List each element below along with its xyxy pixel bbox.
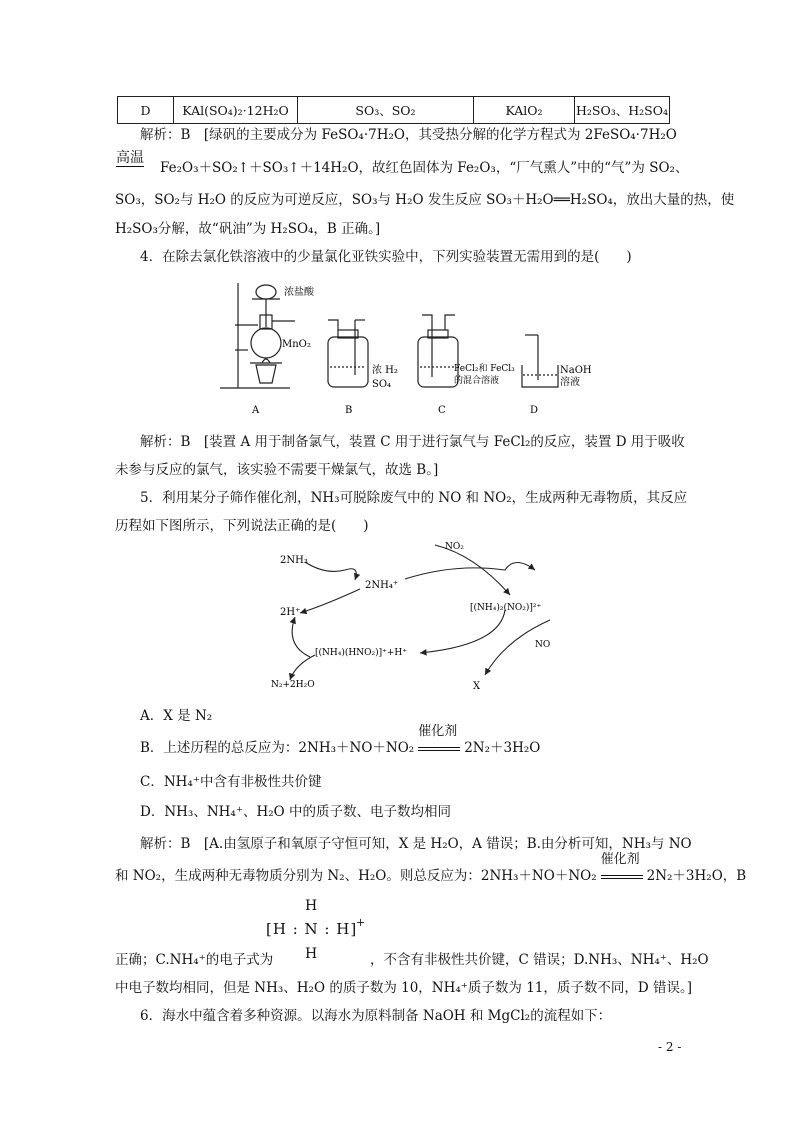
formula-h-bottom: H	[305, 946, 318, 962]
species-label: [(NH₄)(HNO₂)]⁺+H⁺	[315, 648, 407, 658]
apparatus-d-label: NaOH	[560, 365, 592, 376]
q5-answer-line: ，不含有非极性共价键，C 错误；D.NH₃、NH₄⁺、H₂O	[370, 952, 709, 968]
catalyst-label: 催化剂	[600, 852, 640, 867]
option-b-text: B．上述历程的总反应为：2NH₃＋NO＋NO₂	[140, 740, 415, 756]
table-cell: KAl(SO₄)₂·12H₂O	[174, 97, 298, 124]
page-number: - 2 -	[658, 1040, 682, 1054]
apparatus-letter: C	[438, 405, 446, 416]
formula-charge: +	[356, 916, 366, 929]
q5-answer-line: 中电子数均相同，但是 NH₃、H₂O 的质子数为 10，NH₄⁺质子数为 11，质子数不同，D 错误。]	[115, 980, 693, 996]
apparatus-a-label: 浓盐酸	[284, 287, 314, 298]
q5-answer-text: 和 NO₂，生成两种无毒物质分别为 N₂、H₂O。则总反应为：2NH₃＋NO＋NO₂	[115, 868, 597, 884]
option-b-text: 2N₂＋3H₂O	[464, 740, 541, 756]
option-d: D．NH₃、NH₄⁺、H₂O 中的质子数、电子数均相同	[140, 804, 451, 820]
table-cell: H₂SO₃、H₂SO₄	[575, 97, 670, 124]
q5-answer-line	[115, 852, 747, 886]
nh4-electron-formula	[264, 898, 374, 968]
apparatus-letter: A	[252, 405, 260, 416]
question-5-stem: 历程如下图所示，下列说法正确的是( )	[115, 518, 369, 534]
q3-answer-line: Fe₂O₃＋SO₂↑＋SO₃↑＋14H₂O，故红色固体为 Fe₂O₃，“厂气熏人”中的“气”为 SO₂、	[160, 160, 689, 176]
q3-answer-line: SO₃，SO₂与 H₂O 的反应为可逆反应，SO₃与 H₂O 发生反应 SO₃＋H₂O══H₂SO₄，放出大量的热，使	[115, 192, 735, 208]
reaction-condition: 高温	[116, 150, 144, 166]
q5-answer-line: 解析：B [A.由氢原子和氧原子守恒可知，X 是 H₂O，A 错误；B.由分析可知，NH₃与 NO	[140, 836, 692, 852]
q4-answer-line: 解析：B [装置 A 用于制备氯气，装置 C 用于进行氯气与 FeCl₂的反应，装置 D 用于吸收	[140, 434, 685, 450]
table-cell: SO₃、SO₂	[298, 97, 474, 124]
q5-answer-line: 正确；C.NH₄⁺的电子式为	[115, 952, 274, 968]
q5-answer-text: 2N₂＋3H₂O，B	[646, 868, 747, 884]
reaction-mechanism-diagram	[255, 535, 585, 695]
apparatus-letter: D	[530, 405, 539, 416]
lab-apparatus-figure	[200, 275, 600, 425]
species-label: [(NH₄)₂(NO₂)]²⁺	[470, 603, 542, 613]
catalyst-label: 催化剂	[418, 724, 458, 739]
option-a: A．X 是 N₂	[140, 708, 213, 724]
q3-answer-line: 解析：B [绿矾的主要成分为 FeSO₄·7H₂O，其受热分解的化学方程式为 2FeSO₄·7H₂O	[140, 127, 677, 143]
option-c: C．NH₄⁺中含有非极性共价键	[140, 774, 322, 790]
species-label: NO	[535, 640, 551, 650]
q3-answer-line: H₂SO₃分解，故“矾油”为 H₂SO₄，B 正确。]	[115, 221, 381, 237]
apparatus-b-label: 浓 H₂	[372, 365, 398, 376]
apparatus-d-label: 溶液	[560, 377, 580, 388]
option-b	[140, 724, 541, 758]
equals-sign	[418, 747, 460, 751]
formula-h-top: H	[305, 898, 318, 914]
species-label: 2NH₄⁺	[365, 580, 399, 591]
formula-middle: [H : N : H]	[266, 920, 358, 938]
apparatus-b-label: SO₄	[372, 379, 392, 390]
species-label: NO₂	[445, 542, 464, 552]
option-table-row	[117, 96, 670, 124]
species-label: 2NH₃	[280, 555, 308, 566]
table-cell: KAlO₂	[474, 97, 575, 124]
species-label: 2H⁺	[280, 607, 301, 618]
apparatus-letter: B	[345, 405, 353, 416]
species-label: N₂+2H₂O	[271, 680, 315, 690]
apparatus-c-label: FeCl₂和 FeCl₃	[454, 364, 515, 374]
question-4-stem: 4．在除去氯化铁溶液中的少量氯化亚铁实验中，下列实验装置无需用到的是( )	[140, 249, 632, 265]
question-6-stem: 6．海水中蕴含着多种资源。以海水为原料制备 NaOH 和 MgCl₂的流程如下：	[140, 1008, 612, 1024]
apparatus-a-label: MnO₂	[282, 339, 311, 350]
apparatus-c-label: 的混合溶液	[454, 376, 500, 386]
equals-sign	[601, 875, 643, 879]
question-5-stem: 5．利用某分子筛作催化剂，NH₃可脱除废气中的 NO 和 NO₂，生成两种无毒物质，其反应	[140, 490, 688, 506]
q4-answer-line: 未参与反应的氯气，该实验不需要干燥氯气，故选 B。]	[115, 462, 439, 478]
species-label: X	[473, 681, 481, 692]
table-cell: D	[118, 97, 174, 124]
